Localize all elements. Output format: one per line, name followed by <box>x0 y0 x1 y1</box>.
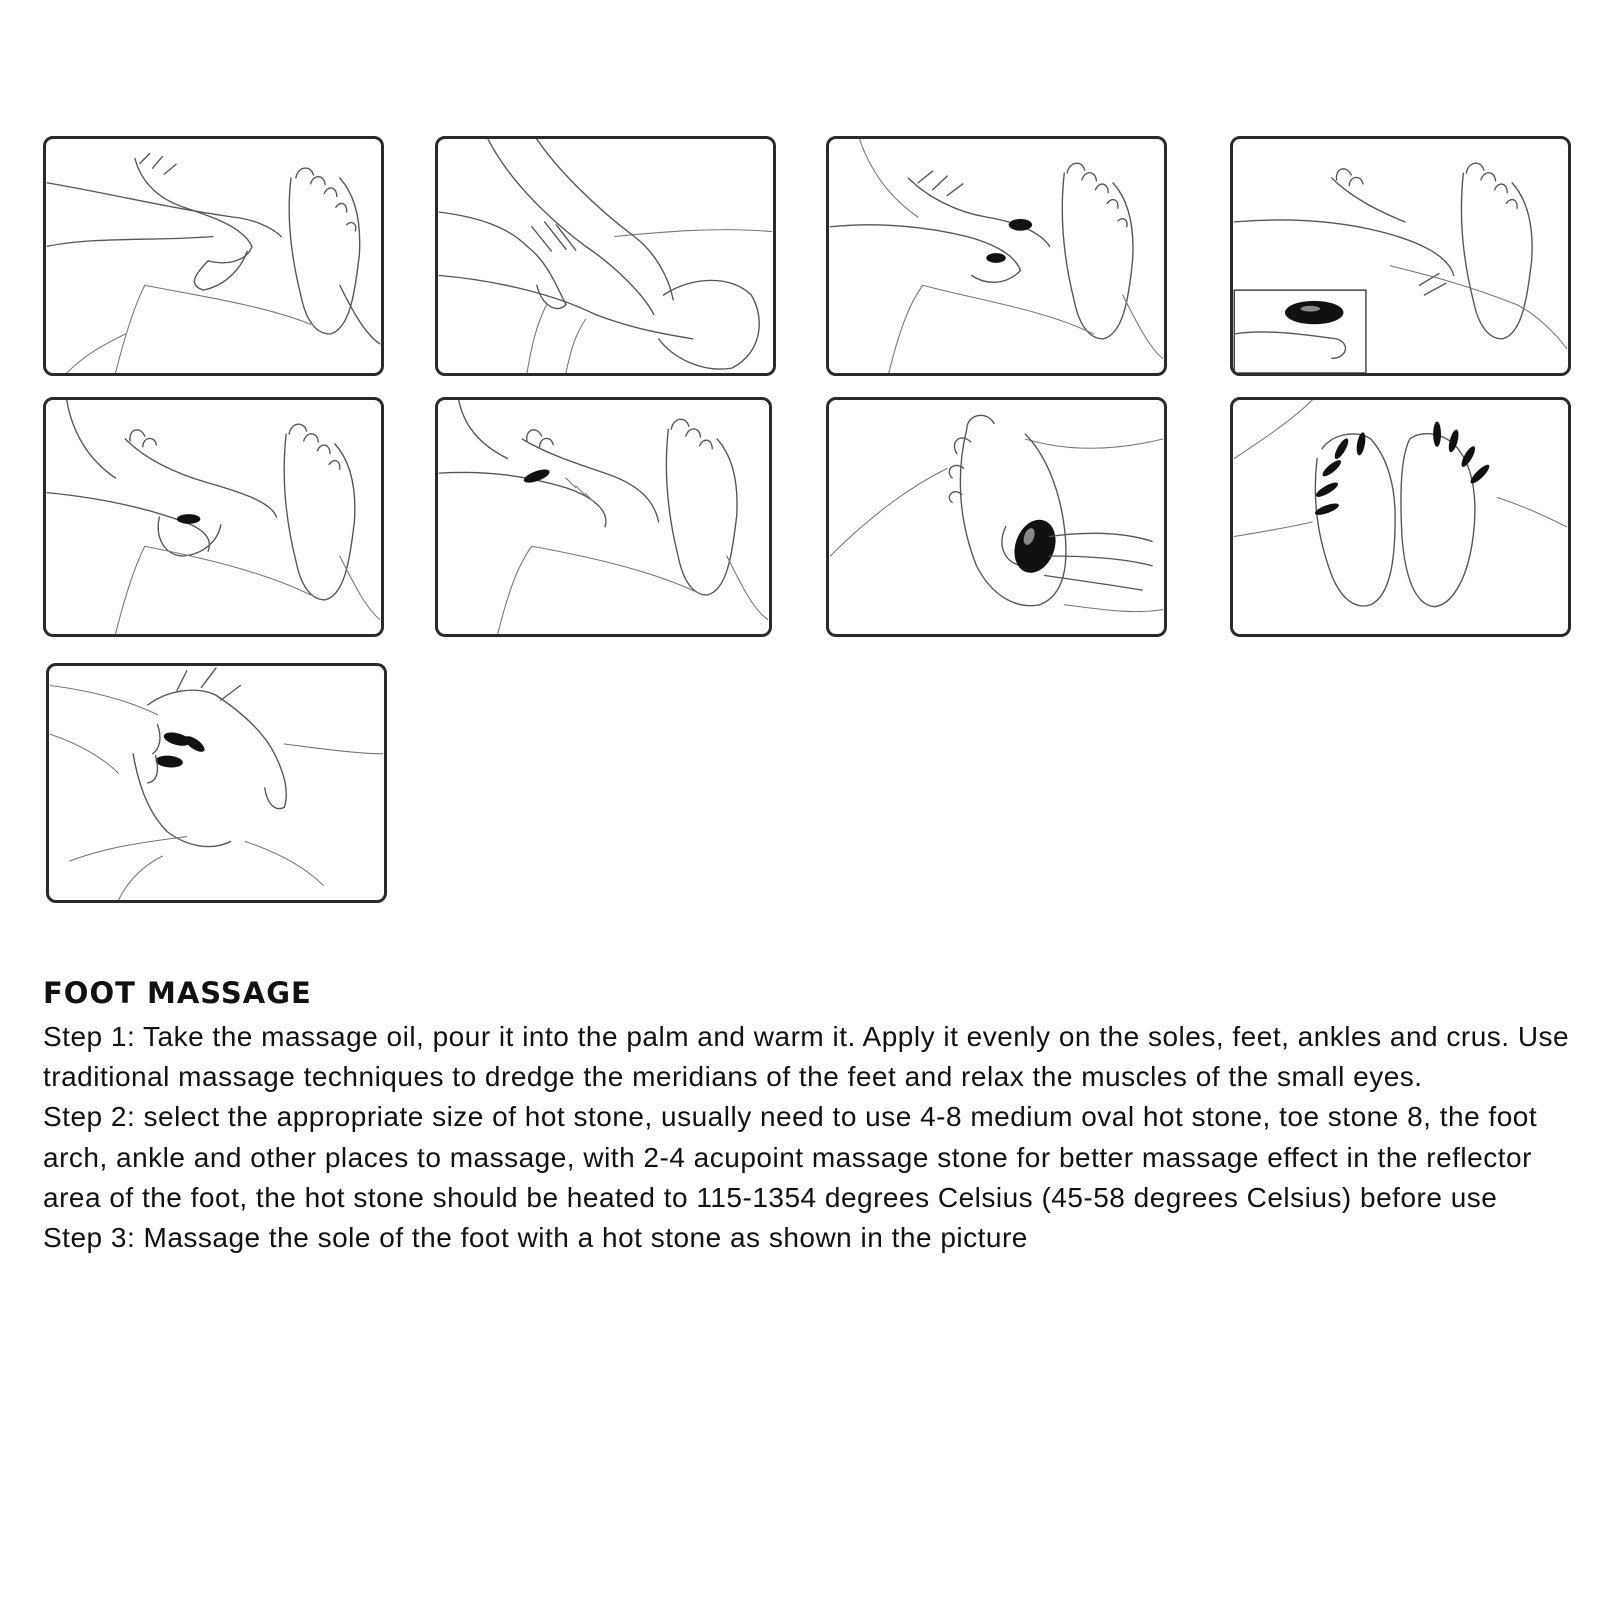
stone-gliding-foot-top-icon <box>438 400 769 634</box>
circular-stone-on-sole-icon <box>829 400 1164 634</box>
section-title: FOOT MASSAGE <box>43 976 312 1010</box>
hands-kneading-leg-icon <box>438 139 773 373</box>
illustration-panel-4 <box>1230 136 1571 376</box>
illustration-panel-7 <box>826 397 1167 637</box>
stone-pressing-foot-arch-icon <box>46 400 381 634</box>
hands-with-stones-on-foot-icon <box>829 139 1164 373</box>
illustration-panel-9 <box>46 663 387 903</box>
instructions-block <box>43 975 1573 1258</box>
step-3-text: Step 3: Massage the sole of the foot with a hot stone as shown in the picture <box>43 1222 1028 1254</box>
illustration-panel-1 <box>43 136 384 376</box>
step-1-text: Step 1: Take the massage oil, pour it into the palm and warm it. Apply it evenly on the soles, feet, ankles and crus. Use traditional massage techniques to dredge the meridians of the feet and relax the muscles of the small eyes. <box>43 1021 1570 1093</box>
step-2-text: Step 2: select the appropriate size of hot stone, usually need to use 4-8 medium oval hot stone, toe stone 8, the foot arch, ankle and other places to massage, with 2-4 acupoint massage stone for better massage effect in the reflector area of the foot, the hot stone should be heated to 115-1354 degrees Celsius (45-58 degrees Celsius) before use <box>43 1101 1538 1213</box>
illustration-panel-6 <box>435 397 772 637</box>
illustration-panel-5 <box>43 397 384 637</box>
toe-stones-on-soles-icon <box>1233 400 1568 634</box>
illustration-panel-8 <box>1230 397 1571 637</box>
illustration-panel-3 <box>826 136 1167 376</box>
illustration-panel-2 <box>435 136 776 376</box>
foot-with-oval-stone-inset-icon <box>1233 139 1568 373</box>
hand-holding-toe-stones-icon <box>49 666 384 900</box>
hands-massaging-feet-oil-icon <box>46 139 381 373</box>
